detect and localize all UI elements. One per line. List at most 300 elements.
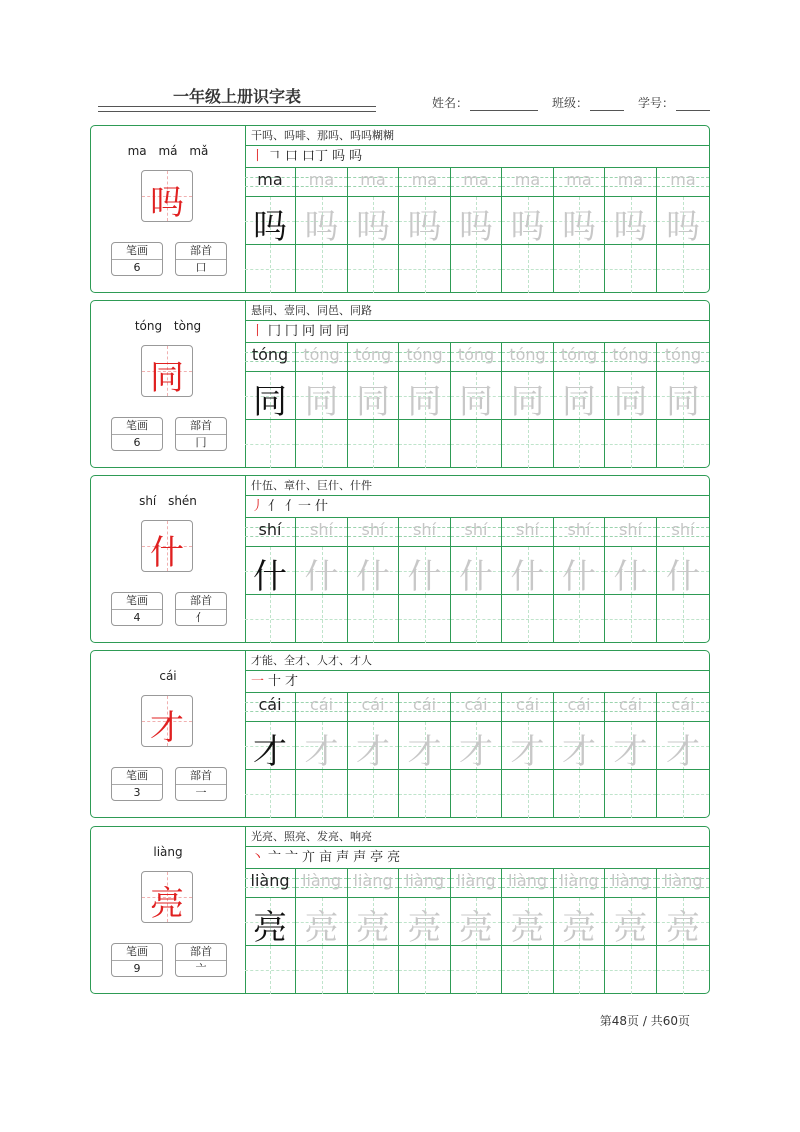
practice-cell[interactable]	[502, 594, 553, 643]
practice-cell[interactable]	[657, 594, 709, 643]
writing-cell[interactable]	[502, 343, 554, 467]
pinyin-cell	[657, 343, 709, 371]
stroke-step: 冋	[302, 324, 316, 339]
practice-panel	[245, 476, 709, 642]
practice-cell[interactable]	[554, 594, 604, 643]
hanzi-text: 什	[510, 557, 545, 597]
writing-cell[interactable]	[451, 168, 502, 292]
hanzi-text: 同	[613, 382, 648, 422]
featured-character: 才	[150, 708, 184, 748]
hanzi-cell	[348, 546, 398, 595]
pinyin-cell	[348, 693, 398, 721]
pinyin-cell	[554, 869, 604, 897]
practice-cell[interactable]	[502, 945, 553, 994]
hanzi-cell	[245, 546, 295, 595]
practice-cell[interactable]	[348, 769, 398, 818]
pinyin-text: cái	[258, 695, 282, 714]
stroke-step: 亻一	[285, 499, 312, 514]
radical-label: 部首	[176, 243, 226, 260]
practice-cell[interactable]	[399, 594, 450, 643]
stroke-count-label: 笔画	[112, 768, 162, 785]
hanzi-text: 吗	[459, 207, 493, 247]
hanzi-cell	[554, 721, 604, 770]
hanzi-cell	[605, 897, 656, 946]
hanzi-text: 什	[613, 557, 648, 597]
writing-cell[interactable]	[451, 343, 502, 467]
pinyin-text: cái	[361, 695, 385, 714]
practice-cell[interactable]	[605, 769, 656, 818]
writing-cell[interactable]	[451, 869, 502, 993]
pinyin-cell	[399, 518, 450, 546]
character-info-panel	[91, 651, 246, 817]
hanzi-cell	[348, 897, 398, 946]
practice-cell[interactable]	[554, 419, 604, 468]
practice-cell[interactable]	[451, 419, 501, 468]
stroke-step: 丨	[251, 149, 265, 164]
practice-cell[interactable]	[296, 419, 347, 468]
pinyin-readings: cái	[159, 669, 177, 683]
practice-cell[interactable]	[657, 244, 709, 293]
practice-cell[interactable]	[451, 594, 501, 643]
pinyin-text: shí	[619, 520, 642, 539]
hanzi-cell	[451, 371, 501, 420]
writing-cell[interactable]	[245, 518, 296, 642]
hanzi-cell	[348, 196, 398, 245]
character-info-panel	[91, 301, 246, 467]
hanzi-cell	[657, 196, 709, 245]
featured-character: 吗	[150, 183, 184, 223]
practice-cell[interactable]	[554, 945, 604, 994]
page-header	[0, 0, 800, 120]
stroke-step: 声	[336, 850, 350, 865]
pinyin-text: liàng	[405, 871, 444, 890]
class-blank[interactable]	[590, 98, 624, 111]
stroke-step: 亭	[370, 850, 384, 865]
writing-cell[interactable]	[502, 869, 554, 993]
practice-cell[interactable]	[605, 419, 656, 468]
pinyin-cell	[348, 518, 398, 546]
practice-cell[interactable]	[245, 419, 295, 468]
pinyin-text: cái	[567, 695, 591, 714]
hanzi-text: 同	[407, 382, 442, 422]
writing-cell[interactable]	[399, 518, 451, 642]
pinyin-cell	[451, 168, 501, 196]
featured-character-box	[141, 170, 193, 222]
character-info-panel	[91, 476, 246, 642]
writing-cell[interactable]	[296, 869, 348, 993]
stroke-step: 声	[353, 850, 367, 865]
writing-cell[interactable]	[296, 518, 348, 642]
featured-character-box	[141, 871, 193, 923]
writing-cell[interactable]	[554, 693, 605, 817]
pinyin-cell	[605, 168, 656, 196]
radical-box	[175, 242, 227, 276]
example-words: 才能、全才、人才、才人	[245, 651, 709, 671]
example-words: 干吗、吗啡、那吗、吗吗糊糊	[245, 126, 709, 146]
hanzi-text: 什	[253, 557, 287, 597]
practice-cell[interactable]	[657, 769, 709, 818]
writing-cell[interactable]	[451, 518, 502, 642]
stroke-count-value: 4	[133, 611, 141, 624]
pinyin-cell	[296, 693, 347, 721]
student-id-label: 学号：	[638, 96, 675, 110]
practice-cell[interactable]	[657, 945, 709, 994]
pinyin-text: ma	[566, 170, 592, 189]
hanzi-text: 才	[407, 732, 442, 772]
hanzi-text: 什	[407, 557, 442, 597]
radical-label: 部首	[176, 768, 226, 785]
practice-cell[interactable]	[245, 945, 295, 994]
pinyin-text: shí	[671, 520, 695, 539]
pinyin-cell	[451, 518, 501, 546]
radical-box	[175, 417, 227, 451]
pinyin-cell	[554, 168, 604, 196]
practice-cell[interactable]	[296, 244, 347, 293]
pinyin-text: liàng	[250, 871, 290, 890]
practice-cell[interactable]	[554, 769, 604, 818]
pinyin-text: liàng	[456, 871, 496, 890]
character-card	[90, 300, 710, 468]
character-card	[90, 125, 710, 293]
hanzi-cell	[502, 196, 553, 245]
stroke-step: 一	[251, 674, 265, 689]
practice-cell[interactable]	[605, 244, 656, 293]
writing-cell[interactable]	[657, 693, 709, 817]
student-id-field[interactable]	[638, 94, 710, 111]
writing-cell[interactable]	[605, 869, 657, 993]
pinyin-cell	[605, 343, 656, 371]
title-underline	[98, 106, 376, 112]
writing-cell[interactable]	[605, 693, 657, 817]
writing-cell[interactable]	[348, 168, 399, 292]
hanzi-text: 吗	[666, 207, 700, 247]
hanzi-cell	[605, 371, 656, 420]
stroke-count-value: 3	[133, 786, 141, 799]
stroke-count-box	[111, 592, 163, 626]
hanzi-cell	[348, 721, 398, 770]
stroke-step: 才	[285, 674, 299, 689]
hanzi-text: 亮	[613, 908, 648, 948]
practice-cell[interactable]	[554, 244, 604, 293]
hanzi-text: 亮	[510, 908, 545, 948]
stroke-step: 口丁	[302, 149, 329, 164]
page-number: 第48页 / 共60页	[599, 1014, 690, 1028]
hanzi-cell	[245, 196, 295, 245]
stroke-count-box	[111, 943, 163, 977]
stroke-step: 丶	[251, 850, 265, 865]
pinyin-cell	[245, 518, 295, 546]
name-field[interactable]	[432, 94, 538, 111]
hanzi-cell	[657, 371, 709, 420]
name-label: 姓名：	[432, 96, 469, 110]
hanzi-cell	[348, 371, 398, 420]
practice-cell[interactable]	[399, 945, 450, 994]
page-title: 一年级上册识字表	[172, 87, 301, 106]
practice-panel	[245, 651, 709, 817]
pinyin-text: cái	[309, 695, 334, 714]
pinyin-cell	[348, 343, 398, 371]
practice-cell[interactable]	[348, 419, 398, 468]
pinyin-cell	[451, 869, 501, 897]
pinyin-cell	[296, 518, 347, 546]
stroke-step: 亠	[285, 850, 299, 865]
character-card	[90, 475, 710, 643]
stroke-step: 亮	[387, 850, 401, 865]
example-words: 悬同、壹同、同邑、同路	[245, 301, 709, 321]
writing-cell[interactable]	[554, 518, 605, 642]
hanzi-text: 吗	[253, 207, 287, 247]
writing-cell[interactable]	[451, 693, 502, 817]
pinyin-text: ma	[670, 170, 696, 189]
writing-cell[interactable]	[399, 343, 451, 467]
hanzi-text: 什	[562, 557, 596, 597]
pinyin-text: liàng	[302, 871, 341, 890]
practice-cell[interactable]	[296, 769, 347, 818]
pinyin-cell	[554, 343, 604, 371]
practice-cell[interactable]	[502, 244, 553, 293]
hanzi-text: 同	[253, 382, 287, 422]
pinyin-text: shí	[361, 520, 385, 539]
pinyin-text: cái	[464, 695, 488, 714]
practice-cell[interactable]	[399, 419, 450, 468]
practice-cell[interactable]	[605, 594, 656, 643]
writing-cell[interactable]	[245, 343, 296, 467]
pinyin-text: ma	[463, 170, 489, 189]
pinyin-cell	[245, 343, 295, 371]
pinyin-readings: ma má mǎ	[127, 144, 209, 158]
writing-cell[interactable]	[502, 168, 554, 292]
stroke-step: 亣	[302, 850, 316, 865]
practice-cell[interactable]	[245, 244, 295, 293]
pinyin-text: liàng	[559, 871, 599, 890]
pinyin-text: ma	[514, 170, 541, 189]
hanzi-cell	[554, 546, 604, 595]
stroke-count-box	[111, 242, 163, 276]
writing-cell[interactable]	[502, 693, 554, 817]
hanzi-cell	[245, 721, 295, 770]
pinyin-text: tóng	[457, 345, 495, 364]
pinyin-text: ma	[411, 170, 438, 189]
pinyin-text: shí	[464, 520, 488, 539]
stroke-order	[245, 496, 709, 518]
stroke-step: 吗	[332, 149, 346, 164]
radical-value: 一	[195, 786, 207, 799]
hanzi-text: 才	[459, 732, 493, 772]
practice-cell[interactable]	[502, 419, 553, 468]
hanzi-text: 才	[510, 732, 545, 772]
pinyin-cell	[605, 693, 656, 721]
hanzi-cell	[399, 721, 450, 770]
student-info-fields	[432, 94, 724, 111]
practice-cell[interactable]	[451, 945, 501, 994]
writing-cell[interactable]	[296, 693, 348, 817]
hanzi-cell	[399, 897, 450, 946]
pinyin-readings: tóng tòng	[134, 319, 202, 333]
pinyin-cell	[245, 693, 295, 721]
pinyin-cell	[605, 518, 656, 546]
radical-label: 部首	[176, 944, 226, 961]
hanzi-text: 同	[510, 382, 545, 422]
hanzi-cell	[399, 196, 450, 245]
hanzi-cell	[296, 721, 347, 770]
writing-cell[interactable]	[657, 168, 709, 292]
writing-cell[interactable]	[348, 518, 399, 642]
class-label: 班级：	[552, 96, 589, 110]
character-card	[90, 650, 710, 818]
writing-cell[interactable]	[399, 693, 451, 817]
pinyin-cell	[399, 168, 450, 196]
hanzi-cell	[605, 546, 656, 595]
writing-cell[interactable]	[399, 168, 451, 292]
writing-cell[interactable]	[348, 693, 399, 817]
pinyin-text: shí	[258, 520, 282, 539]
pinyin-text: liàng	[353, 871, 393, 890]
pinyin-text: cái	[515, 695, 540, 714]
pinyin-text: tóng	[612, 345, 649, 364]
stroke-order	[245, 671, 709, 693]
writing-cell[interactable]	[657, 518, 709, 642]
writing-cell[interactable]	[296, 343, 348, 467]
writing-cell[interactable]	[657, 869, 709, 993]
hanzi-text: 什	[356, 557, 390, 597]
writing-grid	[245, 518, 709, 642]
hanzi-cell	[296, 897, 347, 946]
hanzi-text: 同	[459, 382, 493, 422]
writing-cell[interactable]	[245, 693, 296, 817]
stroke-count-label: 笔画	[112, 243, 162, 260]
stroke-step: 亠	[268, 850, 282, 865]
practice-cell[interactable]	[502, 769, 553, 818]
radical-value: 口	[195, 261, 207, 274]
pinyin-cell	[605, 869, 656, 897]
writing-cell[interactable]	[554, 869, 605, 993]
hanzi-cell	[657, 721, 709, 770]
hanzi-cell	[657, 546, 709, 595]
writing-cell[interactable]	[348, 343, 399, 467]
stroke-order	[245, 146, 709, 168]
writing-cell[interactable]	[657, 343, 709, 467]
pinyin-cell	[296, 343, 347, 371]
writing-cell[interactable]	[554, 168, 605, 292]
writing-cell[interactable]	[399, 869, 451, 993]
writing-cell[interactable]	[605, 518, 657, 642]
character-info-panel	[91, 827, 246, 993]
student-id-blank[interactable]	[676, 98, 710, 111]
practice-cell[interactable]	[348, 244, 398, 293]
featured-character: 什	[150, 533, 184, 573]
pinyin-cell	[554, 518, 604, 546]
pinyin-cell	[451, 343, 501, 371]
pinyin-text: cái	[618, 695, 643, 714]
practice-panel	[245, 126, 709, 292]
hanzi-cell	[451, 721, 501, 770]
stroke-count-box	[111, 417, 163, 451]
hanzi-cell	[605, 196, 656, 245]
writing-cell[interactable]	[348, 869, 399, 993]
practice-cell[interactable]	[245, 769, 295, 818]
pinyin-cell	[657, 693, 709, 721]
hanzi-text: 吗	[407, 207, 442, 247]
hanzi-text: 亮	[666, 908, 700, 948]
writing-cell[interactable]	[502, 518, 554, 642]
stroke-count-label: 笔画	[112, 418, 162, 435]
radical-box	[175, 943, 227, 977]
hanzi-cell	[502, 721, 553, 770]
hanzi-text: 什	[459, 557, 493, 597]
writing-cell[interactable]	[245, 869, 296, 993]
radical-label: 部首	[176, 418, 226, 435]
practice-cell[interactable]	[657, 419, 709, 468]
practice-cell[interactable]	[451, 769, 501, 818]
pinyin-text: shí	[516, 520, 539, 539]
hanzi-text: 才	[304, 732, 339, 772]
practice-panel	[245, 301, 709, 467]
pinyin-text: shí	[567, 520, 591, 539]
hanzi-text: 才	[562, 732, 596, 772]
pinyin-text: shí	[413, 520, 436, 539]
pinyin-text: shí	[310, 520, 333, 539]
pinyin-text: liàng	[611, 871, 650, 890]
hanzi-text: 亮	[304, 908, 339, 948]
practice-cell[interactable]	[399, 244, 450, 293]
writing-cell[interactable]	[605, 168, 657, 292]
practice-panel	[245, 827, 709, 993]
pinyin-text: liàng	[663, 871, 703, 890]
writing-cell[interactable]	[554, 343, 605, 467]
hanzi-cell	[451, 897, 501, 946]
practice-cell[interactable]	[348, 945, 398, 994]
pinyin-cell	[451, 693, 501, 721]
practice-cell[interactable]	[296, 594, 347, 643]
pinyin-cell	[502, 518, 553, 546]
writing-grid	[245, 168, 709, 292]
hanzi-text: 吗	[356, 207, 390, 247]
hanzi-text: 亮	[407, 908, 442, 948]
pinyin-cell	[502, 343, 553, 371]
hanzi-text: 才	[666, 732, 700, 772]
writing-cell[interactable]	[605, 343, 657, 467]
stroke-count-box	[111, 767, 163, 801]
stroke-step: 亻	[268, 499, 282, 514]
pinyin-text: tóng	[251, 345, 289, 364]
practice-cell[interactable]	[399, 769, 450, 818]
pinyin-cell	[348, 869, 398, 897]
stroke-count-label: 笔画	[112, 944, 162, 961]
name-blank[interactable]	[470, 98, 538, 111]
practice-cell[interactable]	[245, 594, 295, 643]
pinyin-cell	[399, 693, 450, 721]
hanzi-cell	[554, 897, 604, 946]
writing-grid	[245, 869, 709, 993]
pinyin-cell	[399, 869, 450, 897]
radical-value: 亠	[195, 962, 207, 975]
practice-cell[interactable]	[451, 244, 501, 293]
featured-character: 同	[150, 358, 184, 398]
writing-cell[interactable]	[245, 168, 296, 292]
stroke-step: 同	[319, 324, 333, 339]
practice-cell[interactable]	[296, 945, 347, 994]
pinyin-text: ma	[617, 170, 644, 189]
featured-character-box	[141, 345, 193, 397]
writing-cell[interactable]	[296, 168, 348, 292]
class-field[interactable]	[552, 94, 624, 111]
character-info-panel	[91, 126, 246, 292]
pinyin-text: tóng	[354, 345, 392, 364]
practice-cell[interactable]	[605, 945, 656, 994]
hanzi-cell	[657, 897, 709, 946]
hanzi-text: 同	[356, 382, 390, 422]
practice-cell[interactable]	[348, 594, 398, 643]
